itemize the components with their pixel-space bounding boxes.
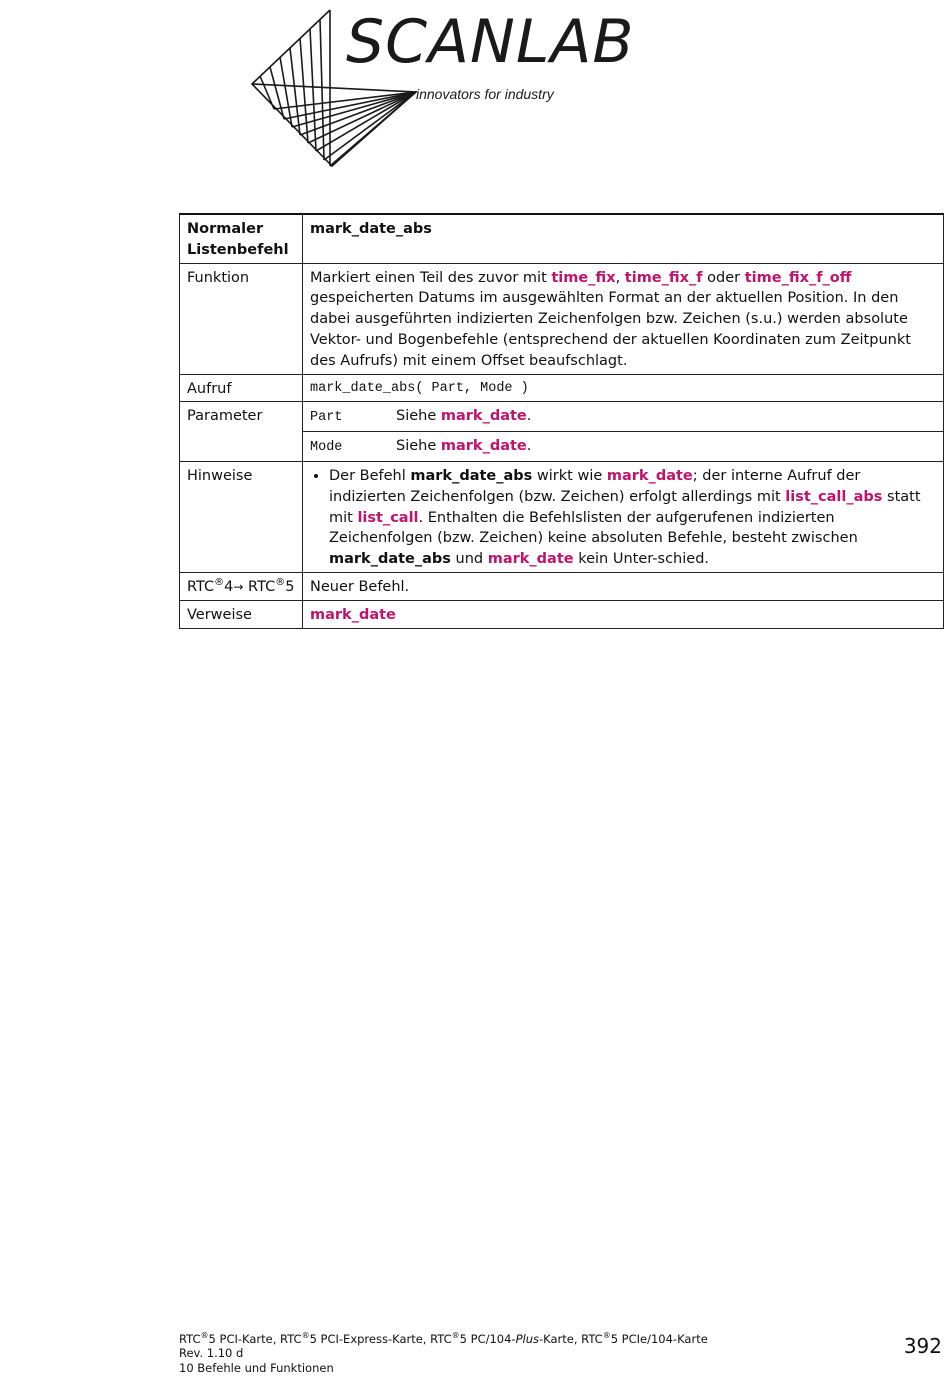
- header-row: [180, 214, 944, 263]
- link-mark-date[interactable]: mark_date: [606, 467, 693, 484]
- funktion-label: Funktion: [180, 263, 303, 374]
- hinweise-row: [180, 461, 944, 572]
- command-name: mark_date_abs: [303, 214, 944, 263]
- funktion-row: [180, 263, 944, 374]
- parameter-row: [180, 402, 944, 432]
- link-list-call[interactable]: list_call: [357, 509, 419, 526]
- parameter-label: Parameter: [180, 402, 303, 462]
- parameter-mode: Mode Siehe mark_date.: [303, 432, 944, 462]
- rtc-label: RTC®4→ RTC®5: [180, 572, 303, 600]
- page-footer: [179, 1332, 708, 1375]
- verweise-row: [180, 600, 944, 628]
- link-time-fix[interactable]: time_fix: [551, 269, 616, 286]
- hinweise-label: Hinweise: [180, 461, 303, 572]
- footer-revision: Rev. 1.10 d: [179, 1346, 244, 1361]
- verweise-value: [303, 600, 944, 628]
- footer-product-line: RTC®5 PCI-Karte, RTC®5 PCI-Express-Karte, RTC®5 PC/104-Plus-Karte, RTC®5 PCIe/104-Karte: [179, 1331, 708, 1346]
- hinweise-list: [310, 466, 936, 570]
- hinweise-content: [303, 461, 944, 572]
- header-label: [180, 214, 303, 263]
- rtc-value: Neuer Befehl.: [303, 572, 944, 600]
- rtc-row: [180, 572, 944, 600]
- header-label-line1: Normaler: [187, 221, 264, 237]
- param-name: Part: [310, 410, 343, 426]
- footer-chapter: 10 Befehle und Funktionen: [179, 1360, 334, 1375]
- link-time-fix-f-off[interactable]: time_fix_f_off: [744, 269, 852, 286]
- verweise-label: Verweise: [180, 600, 303, 628]
- logo-wordmark: SCANLAB: [346, 7, 635, 77]
- funktion-text: Markiert einen Teil des zuvor mit time_fix, time_fix_f oder time_fix_f_off gespeicherten Datums im ausgewählten Format an der aktuellen Position. In den dabei ausgeführten indizierten Zeichenfolgen bzw. Zeichen (s.u.) werden absolute Vektor- und Bogenbefehle (entsprechend der aktuellen Koordinaten zum Zeitpunkt des Aufrufs) mit einem Offset beaufschlagt.: [303, 263, 944, 374]
- arrow-icon: →: [233, 579, 244, 594]
- logo-tagline: innovators for industry: [416, 86, 554, 102]
- link-mark-date[interactable]: mark_date: [440, 438, 527, 455]
- list-item: • Der Befehl mark_date_abs wirkt wie mark_date; der interne Aufruf der indizierten Zeichenfolgen (bzw. Zeichen) erfolgt allerdings mit list_call_abs statt mit list_call. Enthalten die Befehlslisten der aufgerufenen indizierten Zeichenfolgen (bzw. Zeichen) keine absoluten Befehle, besteht zwischen mark_date_abs und mark_date kein Unter-schied.: [329, 466, 936, 570]
- link-mark-date[interactable]: mark_date: [487, 551, 574, 568]
- aufruf-code: mark_date_abs( Part, Mode ): [303, 374, 944, 402]
- link-mark-date[interactable]: mark_date: [310, 606, 396, 623]
- header-label-line2: Listenbefehl: [187, 241, 289, 258]
- aufruf-label: Aufruf: [180, 374, 303, 402]
- parameter-part: Part Siehe mark_date.: [303, 402, 944, 432]
- link-time-fix-f[interactable]: time_fix_f: [624, 269, 703, 286]
- link-list-call-abs[interactable]: list_call_abs: [785, 488, 883, 505]
- param-name: Mode: [310, 440, 343, 456]
- link-mark-date[interactable]: mark_date: [440, 408, 527, 425]
- scanlab-logo: [248, 8, 708, 173]
- page-number: 392: [903, 1334, 942, 1358]
- command-spec-table: [179, 213, 944, 629]
- aufruf-row: [180, 374, 944, 402]
